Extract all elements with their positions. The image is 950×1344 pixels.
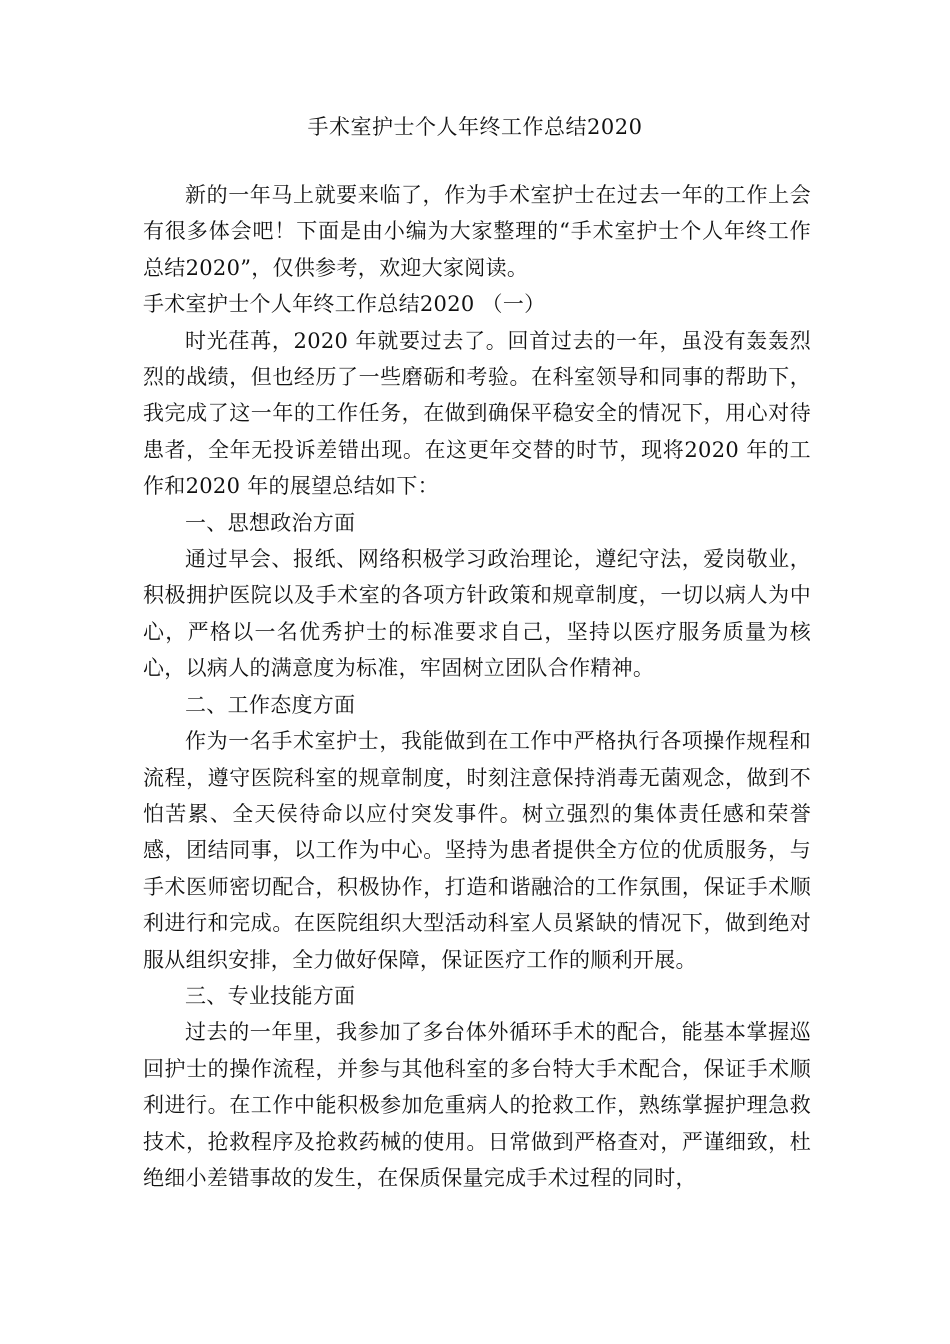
heading-skills: 三、专业技能方面 — [185, 983, 356, 1008]
heading-attitude: 二、工作态度方面 — [185, 692, 356, 717]
heading-political: 一、思想政治方面 — [185, 510, 356, 535]
document-body — [143, 177, 811, 1196]
attitude-paragraph: 作为一名手术室护士，我能做到在工作中严格执行各项操作规程和流程，遵守医院科室的规章制度，时刻注意保持消毒无菌观念，做到不怕苦累、全天侯待命以应付突发事件。树立强烈的集体责任感和荣誉感，团结同事，以工作为中心。坚持为患者提供全方位的优质服务，与手术医师密切配合，积极协作，打造和谐融洽的工作氛围，保证手术顺利进行和完成。在医院组织大型活动科室人员紧缺的情况下，做到绝对服从组织安排，全力做好保障，保证医疗工作的顺利开展。 — [143, 729, 811, 972]
section-title: 手术室护士个人年终工作总结2020 （一） — [143, 292, 546, 317]
document-title: 手术室护士个人年终工作总结2020 — [307, 115, 643, 139]
skills-paragraph: 过去的一年里，我参加了多台体外循环手术的配合，能基本掌握巡回护士的操作流程，并参与其他科室的多台特大手术配合，保证手术顺利进行。在工作中能积极参加危重病人的抢救工作，熟练掌握护理急救技术，抢救程序及抢救药械的使用。日常做到严格查对，严谨细致，杜绝细小差错事故的发生，在保质保量完成手术过程的同时， — [143, 1020, 811, 1190]
intro-paragraph: 新的一年马上就要来临了，作为手术室护士在过去一年的工作上会有很多体会吧！下面是由小编为大家整理的“手术室护士个人年终工作总结2020”，仅供参考，欢迎大家阅读。 — [143, 183, 811, 280]
political-paragraph: 通过早会、报纸、网络积极学习政治理论，遵纪守法，爱岗敬业，积极拥护医院以及手术室的各项方针政策和规章制度，一切以病人为中心，严格以一名优秀护士的标准要求自己，坚持以医疗服务质量为核心，以病人的满意度为标准，牢固树立团队合作精神。 — [143, 547, 811, 681]
opening-paragraph: 时光荏苒，2020 年就要过去了。回首过去的一年，虽没有轰轰烈烈的战绩，但也经历了一些磨砺和考验。在科室领导和同事的帮助下，我完成了这一年的工作任务，在做到确保平稳安全的情况下，用心对待患者，全年无投诉差错出现。在这更年交替的时节，现将2020 年的工作和2020 年的展望总结如下： — [143, 328, 811, 499]
